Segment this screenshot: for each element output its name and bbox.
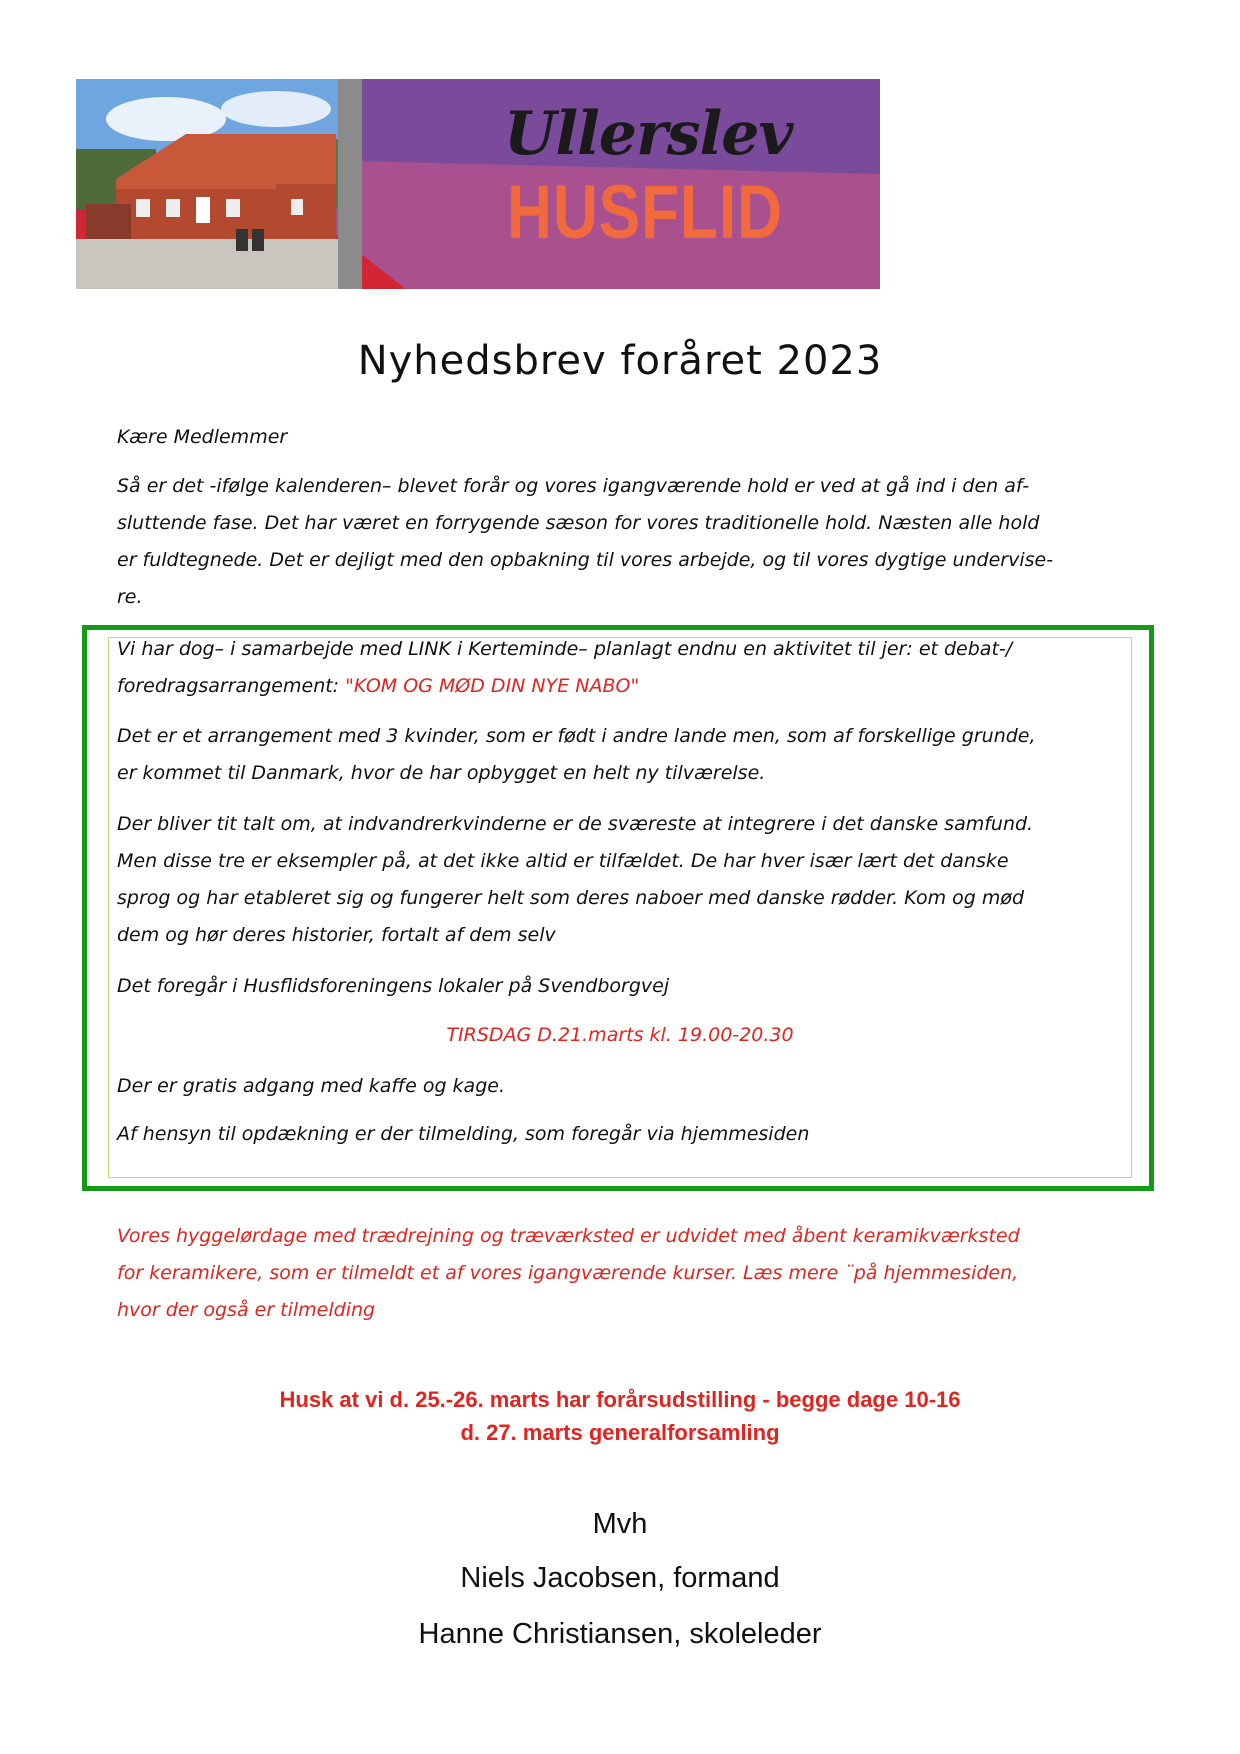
event-para3-line-2: Men disse tre er eksempler på, at det ikke altid er tilfældet. De har hver især lært det danske: [117, 850, 1009, 872]
logo-ullerslev: Ullerslev: [504, 99, 793, 169]
event-name: "KOM OG MØD DIN NYE NABO": [345, 675, 640, 697]
signature-closing: Mvh: [592, 1508, 648, 1540]
event-para3-line-4: dem og hør deres historier, fortalt af dem selv: [117, 924, 556, 946]
event-free: Der er gratis adgang med kaffe og kage.: [117, 1075, 505, 1097]
greeting: Kære Medlemmer: [117, 426, 288, 448]
event-signup: Af hensyn til opdækning er der tilmelding, som foregår via hjemmesiden: [117, 1123, 810, 1145]
page-title: Nyhedsbrev foråret 2023: [357, 338, 883, 384]
signature-name-2: Hanne Christiansen, skoleleder: [418, 1618, 822, 1650]
header-banner: [76, 79, 1166, 289]
event-intro-line-2: [117, 668, 1127, 705]
signature-name-1: Niels Jacobsen, formand: [460, 1562, 780, 1594]
event-datetime: TIRSDAG D.21.marts kl. 19.00-20.30: [446, 1024, 794, 1046]
event-para3-line-1: Der bliver tit talt om, at indvandrerkvinderne er de sværeste at integrere i det danske samfund.: [117, 813, 1034, 835]
intro-line-2: sluttende fase. Det har været en forrygende sæson for vores traditionelle hold. Næsten alle hold: [117, 512, 1040, 534]
reminder-line-1: Husk at vi d. 25.-26. marts har forårsudstilling - begge dage 10-16: [279, 1387, 961, 1412]
intro-line-1: Så er det -ifølge kalenderen– blevet forår og vores igangværende hold er ved at gå ind i den af-: [117, 475, 1030, 497]
event-para3-line-3: sprog og har etableret sig og fungerer helt som deres naboer med danske rødder. Kom og mød: [117, 887, 1025, 909]
logo-husflid: HUSFLID: [507, 170, 783, 255]
saturday-line-1: Vores hyggelørdage med trædrejning og træværksted er udvidet med åbent keramikværksted: [117, 1225, 1020, 1247]
event-para2-line-1: Det er et arrangement med 3 kvinder, som er født i andre lande men, som af forskellige grunde,: [117, 725, 1036, 747]
building-photo: [76, 79, 362, 289]
event-intro-line-1: Vi har dog– i samarbejde med LINK i Kerteminde– planlagt endnu en aktivitet til jer: et debat-/: [117, 638, 1013, 660]
event-para2-line-2: er kommet til Danmark, hvor de har opbygget en helt ny tilværelse.: [117, 762, 766, 784]
intro-line-3: er fuldtegnede. Det er dejligt med den opbakning til vores arbejde, og til vores dygtige undervise-: [117, 549, 1054, 571]
saturday-line-3: hvor der også er tilmelding: [117, 1299, 376, 1321]
reminder-line-2: d. 27. marts generalforsamling: [460, 1420, 780, 1445]
saturday-line-2: for keramikere, som er tilmeldt et af vores igangværende kurser. Læs mere ¨på hjemmesiden,: [117, 1262, 1019, 1284]
event-location: Det foregår i Husflidsforeningens lokaler på Svendborgvej: [117, 975, 670, 997]
intro-line-4: re.: [117, 586, 143, 608]
event-intro-prefix: foredragsarrangement:: [117, 675, 346, 697]
